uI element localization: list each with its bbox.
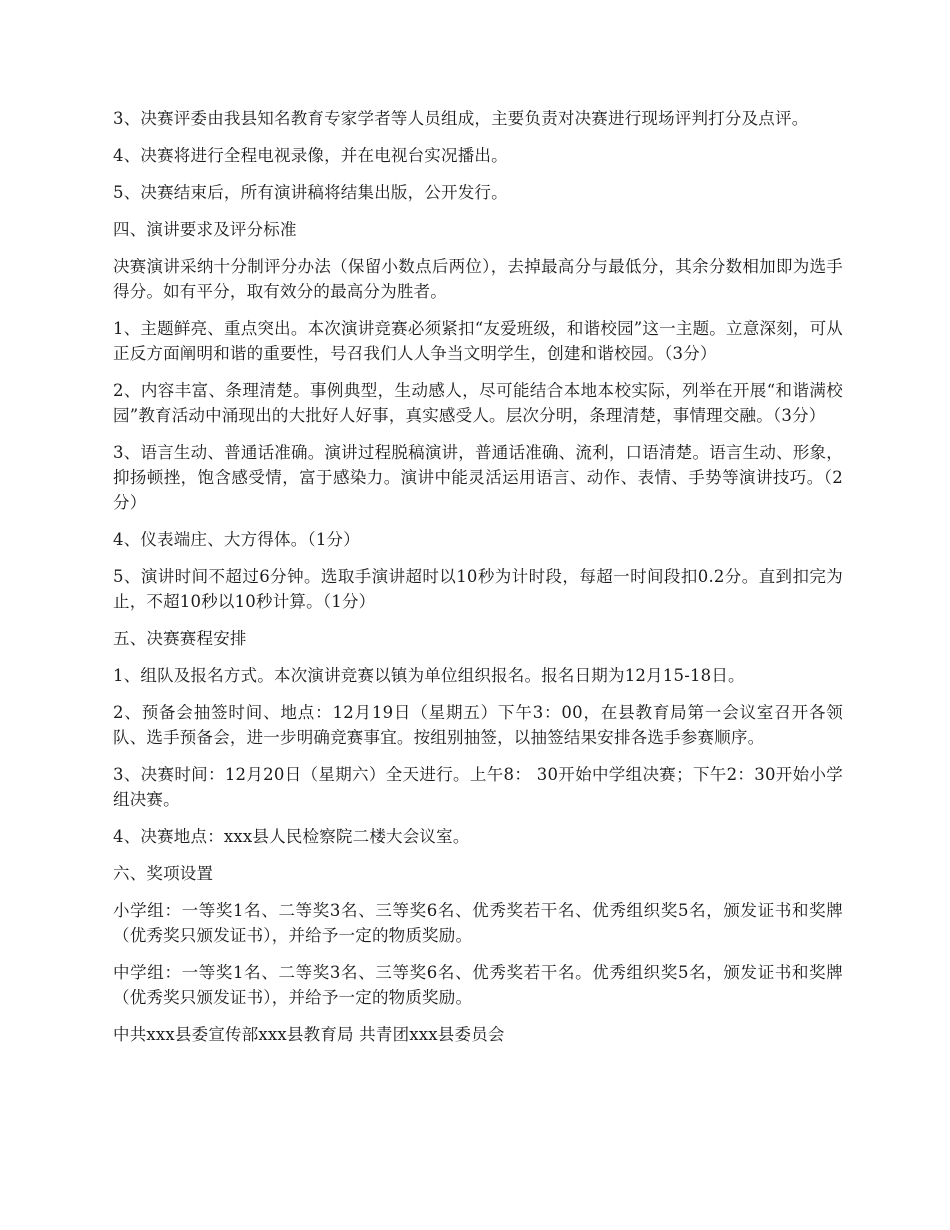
paragraph-criterion-theme: 1、主题鲜亮、重点突出。本次演讲竞赛必须紧扣“友爱班级，和谐校园”这一主题。立意深刻，可从正反方面阐明和谐的重要性，号召我们人人争当文明学生，创建和谐校园。（3分） — [113, 319, 843, 363]
paragraph-tv-recording: 4、决赛将进行全程电视录像，并在电视台实况播出。 — [113, 146, 508, 165]
paragraph-publication: 5、决赛结束后，所有演讲稿将结集出版，公开发行。 — [113, 183, 508, 202]
paragraph-awards-secondary: 中学组：一等奖1名、二等奖3名、三等奖6名、优秀奖若干名。优秀组织奖5名，颁发证书和奖牌（优秀奖只颁发证书），并给予一定的物质奖励。 — [113, 963, 843, 1007]
paragraph-judges: 3、决赛评委由我县知名教育专家学者等人员组成，主要负责对决赛进行现场评判打分及点评。 — [113, 109, 809, 128]
paragraph-issuers: 中共xxx县委宣传部xxx县教育局 共青团xxx县委员会 — [113, 1025, 505, 1044]
section-heading-schedule: 五、决赛赛程安排 — [113, 629, 247, 648]
section-heading-requirements: 四、演讲要求及评分标准 — [113, 220, 297, 239]
paragraph-preparatory-meeting: 2、预备会抽签时间、地点：12月19日（星期五）下午3：00，在县教育局第一会议室召开各领队、选手预备会，进一步明确竞赛事宜。按组别抽签，以抽签结果安排各选手参赛顺序。 — [113, 703, 843, 747]
paragraph-criterion-time: 5、演讲时间不超过6分钟。选取手演讲超时以10秒为计时段，每超一时间段扣0.2分。直到扣完为止，不超10秒以10秒计算。（1分） — [113, 567, 843, 611]
paragraph-criterion-language: 3、语言生动、普通话准确。演讲过程脱稿演讲，普通话准确、流利，口语清楚。语言生动、形象，抑扬顿挫，饱含感受情，富于感染力。演讲中能灵活运用语言、动作、表情、手势等演讲技巧。（2分） — [113, 443, 843, 512]
paragraph-criterion-content: 2、内容丰富、条理清楚。事例典型，生动感人，尽可能结合本地本校实际，列举在开展“和谐满校园”教育活动中涌现出的大批好人好事，真实感受人。层次分明，条理清楚，事情理交融。（3分） — [113, 381, 843, 425]
paragraph-awards-primary: 小学组：一等奖1名、二等奖3名、三等奖6名、优秀奖若干名、优秀组织奖5名，颁发证书和奖牌（优秀奖只颁发证书），并给予一定的物质奖励。 — [113, 901, 843, 945]
paragraph-scoring-method: 决赛演讲采纳十分制评分办法（保留小数点后两位），去掉最高分与最低分，其余分数相加即为选手得分。如有平分，取有效分的最高分为胜者。 — [113, 257, 843, 301]
paragraph-final-location: 4、决赛地点：xxx县人民检察院二楼大会议室。 — [113, 827, 470, 846]
paragraph-final-time: 3、决赛时间：12月20日（星期六）全天进行。上午8： 30开始中学组决赛；下午2：30开始小学组决赛。 — [113, 765, 843, 809]
paragraph-criterion-appearance: 4、仪表端庄、大方得体。（1分） — [113, 530, 360, 549]
paragraph-registration: 1、组队及报名方式。本次演讲竞赛以镇为单位组织报名。报名日期为12月15-18日。 — [113, 666, 745, 685]
section-heading-awards: 六、奖项设置 — [113, 864, 214, 883]
document-body — [113, 106, 843, 1059]
